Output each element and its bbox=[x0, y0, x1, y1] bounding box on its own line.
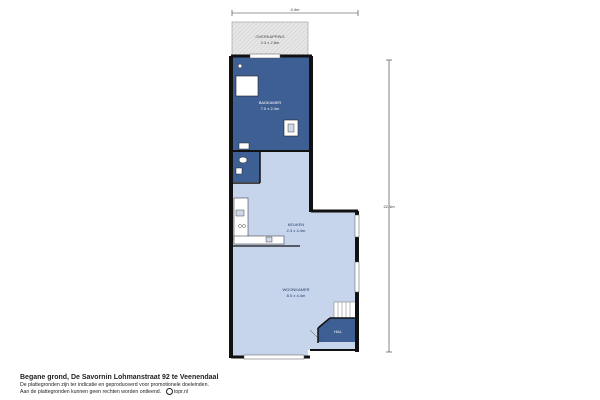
width-dimension bbox=[232, 7, 358, 16]
staircase bbox=[334, 302, 356, 318]
caption-line2 bbox=[20, 388, 188, 395]
woonkamer-name: WOONKAMER bbox=[282, 287, 310, 292]
caption-title: Begane grond, De Savornin Lohmanstraat 92 te Veenendaal bbox=[20, 374, 219, 381]
shower-head bbox=[238, 64, 242, 68]
room-badkamer bbox=[232, 57, 310, 151]
caption-line1: De plattegronden zijn ter indicatie en geproduceerd voor promotionele doeleinden. bbox=[20, 382, 209, 388]
hal-name: HAL bbox=[334, 329, 342, 334]
kitchen-island bbox=[234, 236, 284, 244]
bathtub bbox=[236, 76, 258, 96]
height-dimension-label: 22.1m bbox=[383, 204, 395, 209]
keuken-size: 2.3 x 4.4m bbox=[286, 228, 306, 233]
height-dimension bbox=[383, 60, 395, 352]
brand-label: topr.nl bbox=[173, 388, 189, 395]
keuken-name: KEUKEN bbox=[287, 222, 305, 227]
room-overkapping bbox=[232, 22, 308, 56]
kitchen-sink bbox=[236, 210, 244, 216]
overkapping-size: 2.4 x 2.8m bbox=[260, 40, 280, 45]
woonkamer-size: 8.0 x 4.4m bbox=[286, 293, 306, 298]
badkamer-size: 7.0 x 2.4m bbox=[260, 106, 280, 111]
toilet bbox=[239, 157, 247, 163]
brand-icon bbox=[166, 388, 173, 395]
width-dimension-label: 4.4m bbox=[290, 7, 300, 12]
overkapping-name: OVERKAPPING bbox=[255, 34, 285, 39]
washbasin bbox=[236, 168, 242, 174]
badkamer-name: BADKAMER bbox=[258, 100, 282, 105]
kitchen-counter bbox=[234, 198, 248, 240]
caption-line2-text: Aan de plattegronden kunnen geen rechten worden ontleend. bbox=[20, 388, 162, 395]
